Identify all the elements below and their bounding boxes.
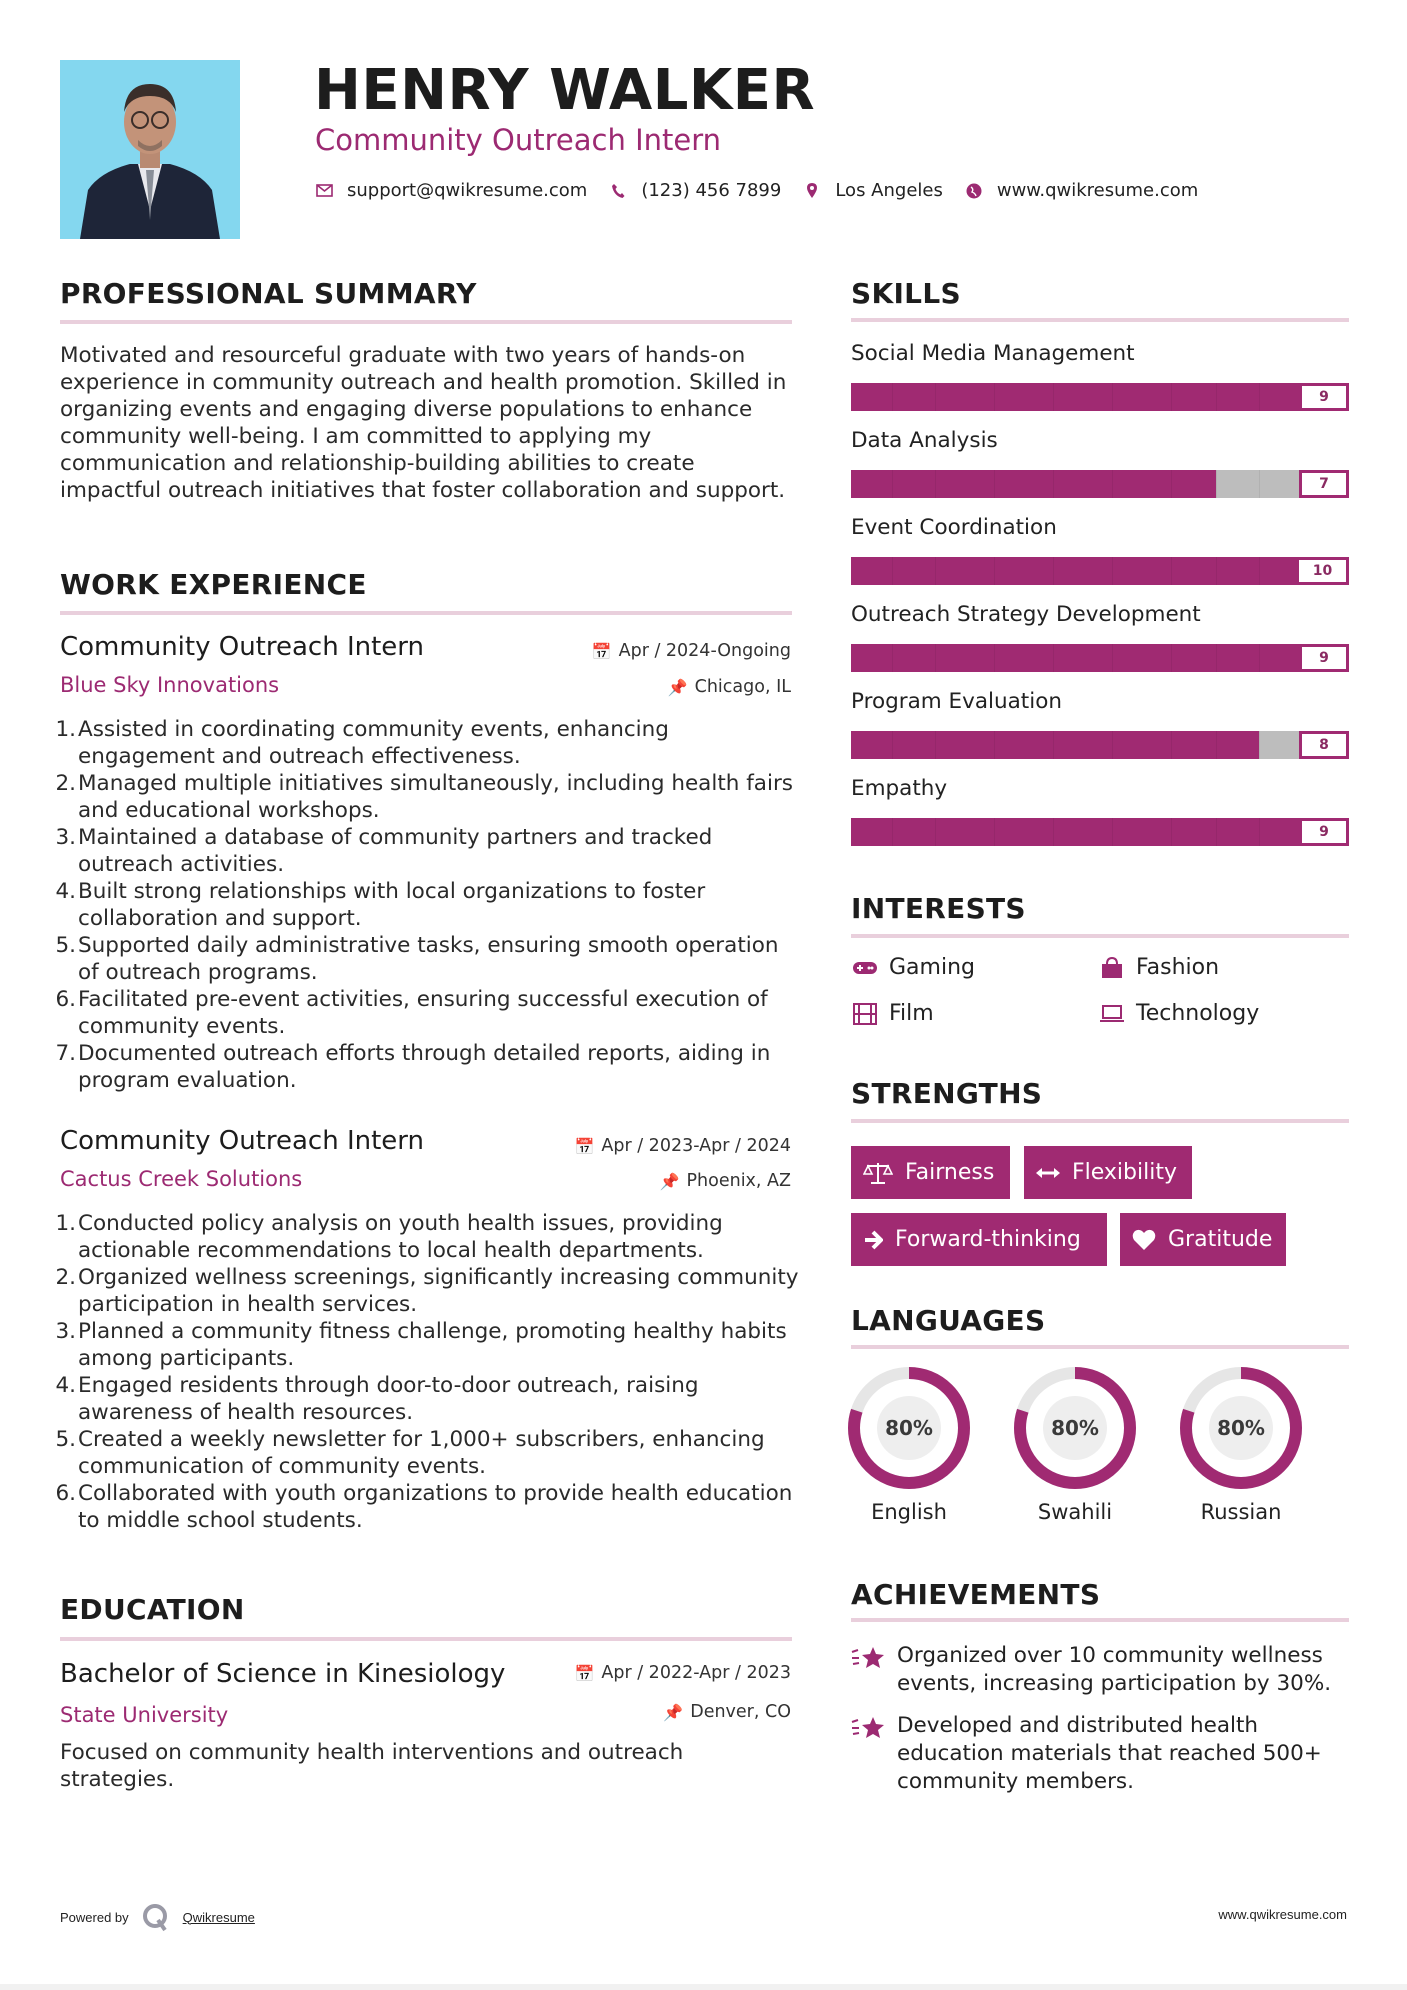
skill-bar-segment (994, 557, 1053, 585)
shopping-bag-icon (1098, 956, 1126, 980)
contact-location (803, 180, 943, 201)
skill-bar-segment (1259, 383, 1300, 411)
skill-bar-segment (1259, 731, 1300, 759)
education-title: EDUCATION (60, 1593, 245, 1626)
skill-bar-segment (1053, 644, 1112, 672)
calendar-icon: 📅 (591, 641, 612, 661)
skill-bar-segment (994, 731, 1053, 759)
skill-bar-segment (851, 557, 892, 585)
summary-title: PROFESSIONAL SUMMARY (60, 277, 477, 310)
skill-bar-segment (1112, 470, 1171, 498)
job-location-text: Chicago, IL (694, 677, 791, 697)
skill-bar-segment (935, 818, 994, 846)
qwikresume-link[interactable]: Qwikresume (182, 1909, 255, 1925)
language-name: Russian (1200, 1500, 1282, 1524)
candidate-name: HENRY WALKER (314, 58, 816, 123)
strength-fairness: Fairness (851, 1146, 1010, 1199)
skill-bar-segment (1171, 383, 1216, 411)
skill-rating-bar (851, 383, 1349, 411)
skill-rating-bar (851, 818, 1349, 846)
duty-item: 5. Supported daily administrative tasks, ensuring smooth operation of outreach programs. (55, 933, 779, 985)
job-duties-list (55, 1210, 800, 1534)
calendar-icon: 📅 (574, 1663, 595, 1683)
person-portrait-icon (60, 60, 240, 239)
education-dates-text: Apr / 2022-Apr / 2023 (601, 1663, 791, 1683)
interest-gaming: Gaming (851, 955, 975, 980)
pushpin-icon: 📌 (667, 677, 688, 697)
skill-bar-segment (935, 557, 994, 585)
job-dates-text: Apr / 2024-Ongoing (618, 641, 791, 661)
language-percent: 80% (1051, 1416, 1099, 1440)
language-item (1179, 1366, 1303, 1524)
footer-website[interactable]: www.qwikresume.com (1218, 1907, 1347, 1922)
globe-icon (965, 183, 983, 199)
skill-bar-segment (1216, 818, 1259, 846)
skill-bar-segment (1171, 470, 1216, 498)
skill-bar-segment (1171, 644, 1216, 672)
achievement-item: Organized over 10 community wellness events, increasing participation by 30%. (851, 1642, 1351, 1698)
contact-bar (315, 180, 1220, 201)
skill-rating-bar (851, 644, 1349, 672)
skill-bar-segment (1112, 383, 1171, 411)
balance-scale-icon (863, 1161, 893, 1185)
skill-bar-segment (1171, 731, 1216, 759)
skill-label: Program Evaluation (851, 689, 1062, 714)
skill-bar-segment (1259, 557, 1300, 585)
skill-bar-segment (1216, 383, 1259, 411)
interest-fashion: Fashion (1098, 955, 1219, 980)
skill-bar-segment (892, 557, 935, 585)
language-name: English (871, 1500, 947, 1524)
skill-bar-segment (935, 470, 994, 498)
footer-powered-by: Powered by Qwikresume (60, 1902, 255, 1932)
skill-rating-bar (851, 557, 1349, 585)
skill-bar-segment (892, 383, 935, 411)
degree-title: Bachelor of Science in Kinesiology (60, 1659, 506, 1689)
location-text: Los Angeles (835, 180, 943, 201)
skill-bar-segment (1053, 383, 1112, 411)
skill-bar-segment (1053, 731, 1112, 759)
duty-item: 3. Maintained a database of community partners and tracked outreach activities. (55, 825, 713, 877)
strengths-title: STRENGTHS (851, 1077, 1043, 1110)
skill-bar-segment (1259, 818, 1300, 846)
languages-title: LANGUAGES (851, 1304, 1046, 1337)
skill-bar-segment (1216, 644, 1259, 672)
skill-bar-segment (1171, 557, 1216, 585)
contact-phone[interactable] (609, 180, 781, 201)
skill-rating-bar (851, 470, 1349, 498)
skill-bar-segment (1053, 470, 1112, 498)
email-text: support@qwikresume.com (347, 180, 588, 201)
skill-bar-segment (892, 818, 935, 846)
job-dates (574, 1136, 791, 1156)
skill-bar-segment (892, 470, 935, 498)
shooting-star-icon (851, 1712, 887, 1796)
job-location (660, 1171, 791, 1191)
job-dates (592, 641, 791, 661)
job-title: Community Outreach Intern (60, 1126, 425, 1156)
job-company: Blue Sky Innovations (60, 673, 280, 697)
school-name: State University (60, 1703, 229, 1727)
skill-label: Social Media Management (851, 341, 1135, 366)
phone-icon (609, 183, 627, 199)
language-name: Swahili (1037, 1500, 1113, 1524)
skill-score-badge: 9 (1299, 383, 1349, 411)
skill-bar-segment (1053, 557, 1112, 585)
skill-bar-segment (851, 470, 892, 498)
summary-text: Motivated and resourceful graduate with two years of hands-on experience in community outreach and health promotion. Skilled in organizing events and engaging diverse populations to enhance community well-being. I am committed to applying my communication and relationship-building abilities to create impactful outreach initiatives that foster collaboration and support. (60, 343, 787, 503)
interests-title: INTERESTS (851, 892, 1026, 925)
duty-item: 1. Assisted in coordinating community events, enhancing engagement and outreach effectiveness. (55, 717, 669, 769)
phone-text: (123) 456 7899 (641, 180, 782, 201)
skill-bar-segment (935, 731, 994, 759)
skill-score-badge: 9 (1299, 818, 1349, 846)
language-item (847, 1366, 971, 1524)
skill-score-badge: 8 (1299, 731, 1349, 759)
duty-item: 5. Created a weekly newsletter for 1,000+ subscribers, enhancing communication of community events. (55, 1427, 765, 1479)
job-dates-text: Apr / 2023-Apr / 2024 (601, 1136, 791, 1156)
skill-bar-segment (1216, 470, 1259, 498)
skill-bar-segment (935, 644, 994, 672)
skill-bar-segment (1112, 731, 1171, 759)
skill-bar-segment (1216, 557, 1259, 585)
skill-bar-segment (851, 644, 892, 672)
duty-item: 1. Conducted policy analysis on youth health issues, providing actionable recommendations to local health departments. (55, 1211, 723, 1263)
skill-label: Data Analysis (851, 428, 998, 453)
heart-icon (1132, 1229, 1156, 1251)
skill-bar-segment (994, 383, 1053, 411)
skill-bar-segment (851, 818, 892, 846)
pushpin-icon: 📌 (659, 1171, 680, 1191)
qwikresume-logo-icon (141, 1902, 171, 1932)
section-divider (60, 320, 792, 324)
skill-bar-segment (1171, 818, 1216, 846)
skill-label: Empathy (851, 776, 948, 801)
skill-bar-segment (994, 818, 1053, 846)
education-location-text: Denver, CO (690, 1702, 791, 1722)
skill-bar-segment (1112, 644, 1171, 672)
laptop-icon (1098, 1005, 1126, 1023)
website-text: www.qwikresume.com (996, 180, 1199, 201)
language-percent: 80% (1217, 1416, 1265, 1440)
shooting-star-icon (851, 1642, 887, 1698)
education-description: Focused on community health interventions and outreach strategies. (60, 1740, 684, 1792)
skill-label: Outreach Strategy Development (851, 602, 1201, 627)
duty-item: 2. Organized wellness screenings, significantly increasing community participation in health services. (55, 1265, 799, 1317)
section-divider (851, 1618, 1349, 1622)
map-marker-icon (803, 182, 821, 199)
interest-film: Film (851, 1001, 934, 1026)
duty-item: 3. Planned a community fitness challenge, promoting healthy habits among participants. (55, 1319, 787, 1371)
duty-item: 7. Documented outreach efforts through detailed reports, aiding in program evaluation. (55, 1041, 771, 1093)
skill-bar-segment (851, 383, 892, 411)
skill-bar-segment (994, 470, 1053, 498)
duty-item: 6. Collaborated with youth organizations to provide health education to middle school students. (55, 1481, 793, 1533)
section-divider (60, 611, 792, 615)
skill-bar-segment (1216, 731, 1259, 759)
experience-title: WORK EXPERIENCE (60, 568, 367, 601)
pushpin-icon: 📌 (663, 1702, 684, 1722)
candidate-role: Community Outreach Intern (315, 123, 722, 157)
profile-photo (60, 60, 240, 239)
skill-bar-segment (935, 383, 994, 411)
skill-bar-segment (994, 644, 1053, 672)
skill-rating-bar (851, 731, 1349, 759)
section-divider (851, 1345, 1349, 1349)
duty-item: 4. Built strong relationships with local organizations to foster collaboration and support. (55, 879, 706, 931)
education-location (663, 1702, 791, 1722)
strength-flexibility: Flexibility (1024, 1146, 1192, 1199)
achievements-title: ACHIEVEMENTS (851, 1578, 1101, 1611)
job-company: Cactus Creek Solutions (60, 1167, 303, 1191)
job-location-text: Phoenix, AZ (686, 1171, 791, 1191)
skill-label: Event Coordination (851, 515, 1057, 540)
skill-bar-segment (892, 644, 935, 672)
section-divider (851, 934, 1349, 938)
strength-gratitude: Gratitude (1120, 1213, 1286, 1266)
calendar-icon: 📅 (574, 1136, 595, 1156)
gamepad-icon (851, 960, 879, 976)
contact-email[interactable] (315, 180, 587, 201)
skill-bar-segment (1112, 818, 1171, 846)
duty-item: 2. Managed multiple initiatives simultaneously, including health fairs and educational workshops. (55, 771, 793, 823)
language-item (1013, 1366, 1137, 1524)
page-bottom-edge (0, 1984, 1407, 1990)
duty-item: 6. Facilitated pre-event activities, ensuring successful execution of community events. (55, 987, 768, 1039)
envelope-icon (315, 184, 333, 197)
section-divider (851, 318, 1349, 322)
skill-bar-segment (1259, 644, 1300, 672)
skill-score-badge: 10 (1299, 557, 1349, 585)
skills-title: SKILLS (851, 277, 961, 310)
film-icon (851, 1003, 879, 1025)
achievement-item: Developed and distributed health education materials that reached 500+ community members. (851, 1712, 1351, 1796)
contact-website[interactable] (965, 180, 1198, 201)
job-location (668, 677, 791, 697)
skill-bar-segment (1112, 557, 1171, 585)
skill-bar-segment (1053, 818, 1112, 846)
arrow-right-icon (863, 1230, 883, 1250)
education-dates (574, 1663, 791, 1683)
interest-technology: Technology (1098, 1001, 1259, 1026)
duty-item: 4. Engaged residents through door-to-door outreach, raising awareness of health resources. (55, 1373, 699, 1425)
skill-bar-segment (851, 731, 892, 759)
skill-bar-segment (1259, 470, 1300, 498)
language-percent: 80% (885, 1416, 933, 1440)
section-divider (851, 1119, 1349, 1123)
job-title: Community Outreach Intern (60, 632, 425, 662)
section-divider (60, 1637, 792, 1641)
skill-score-badge: 7 (1299, 470, 1349, 498)
strength-forward-thinking: Forward-thinking (851, 1213, 1107, 1266)
arrows-horizontal-icon (1036, 1167, 1060, 1179)
job-duties-list (55, 716, 800, 1094)
skill-bar-segment (892, 731, 935, 759)
skill-score-badge: 9 (1299, 644, 1349, 672)
